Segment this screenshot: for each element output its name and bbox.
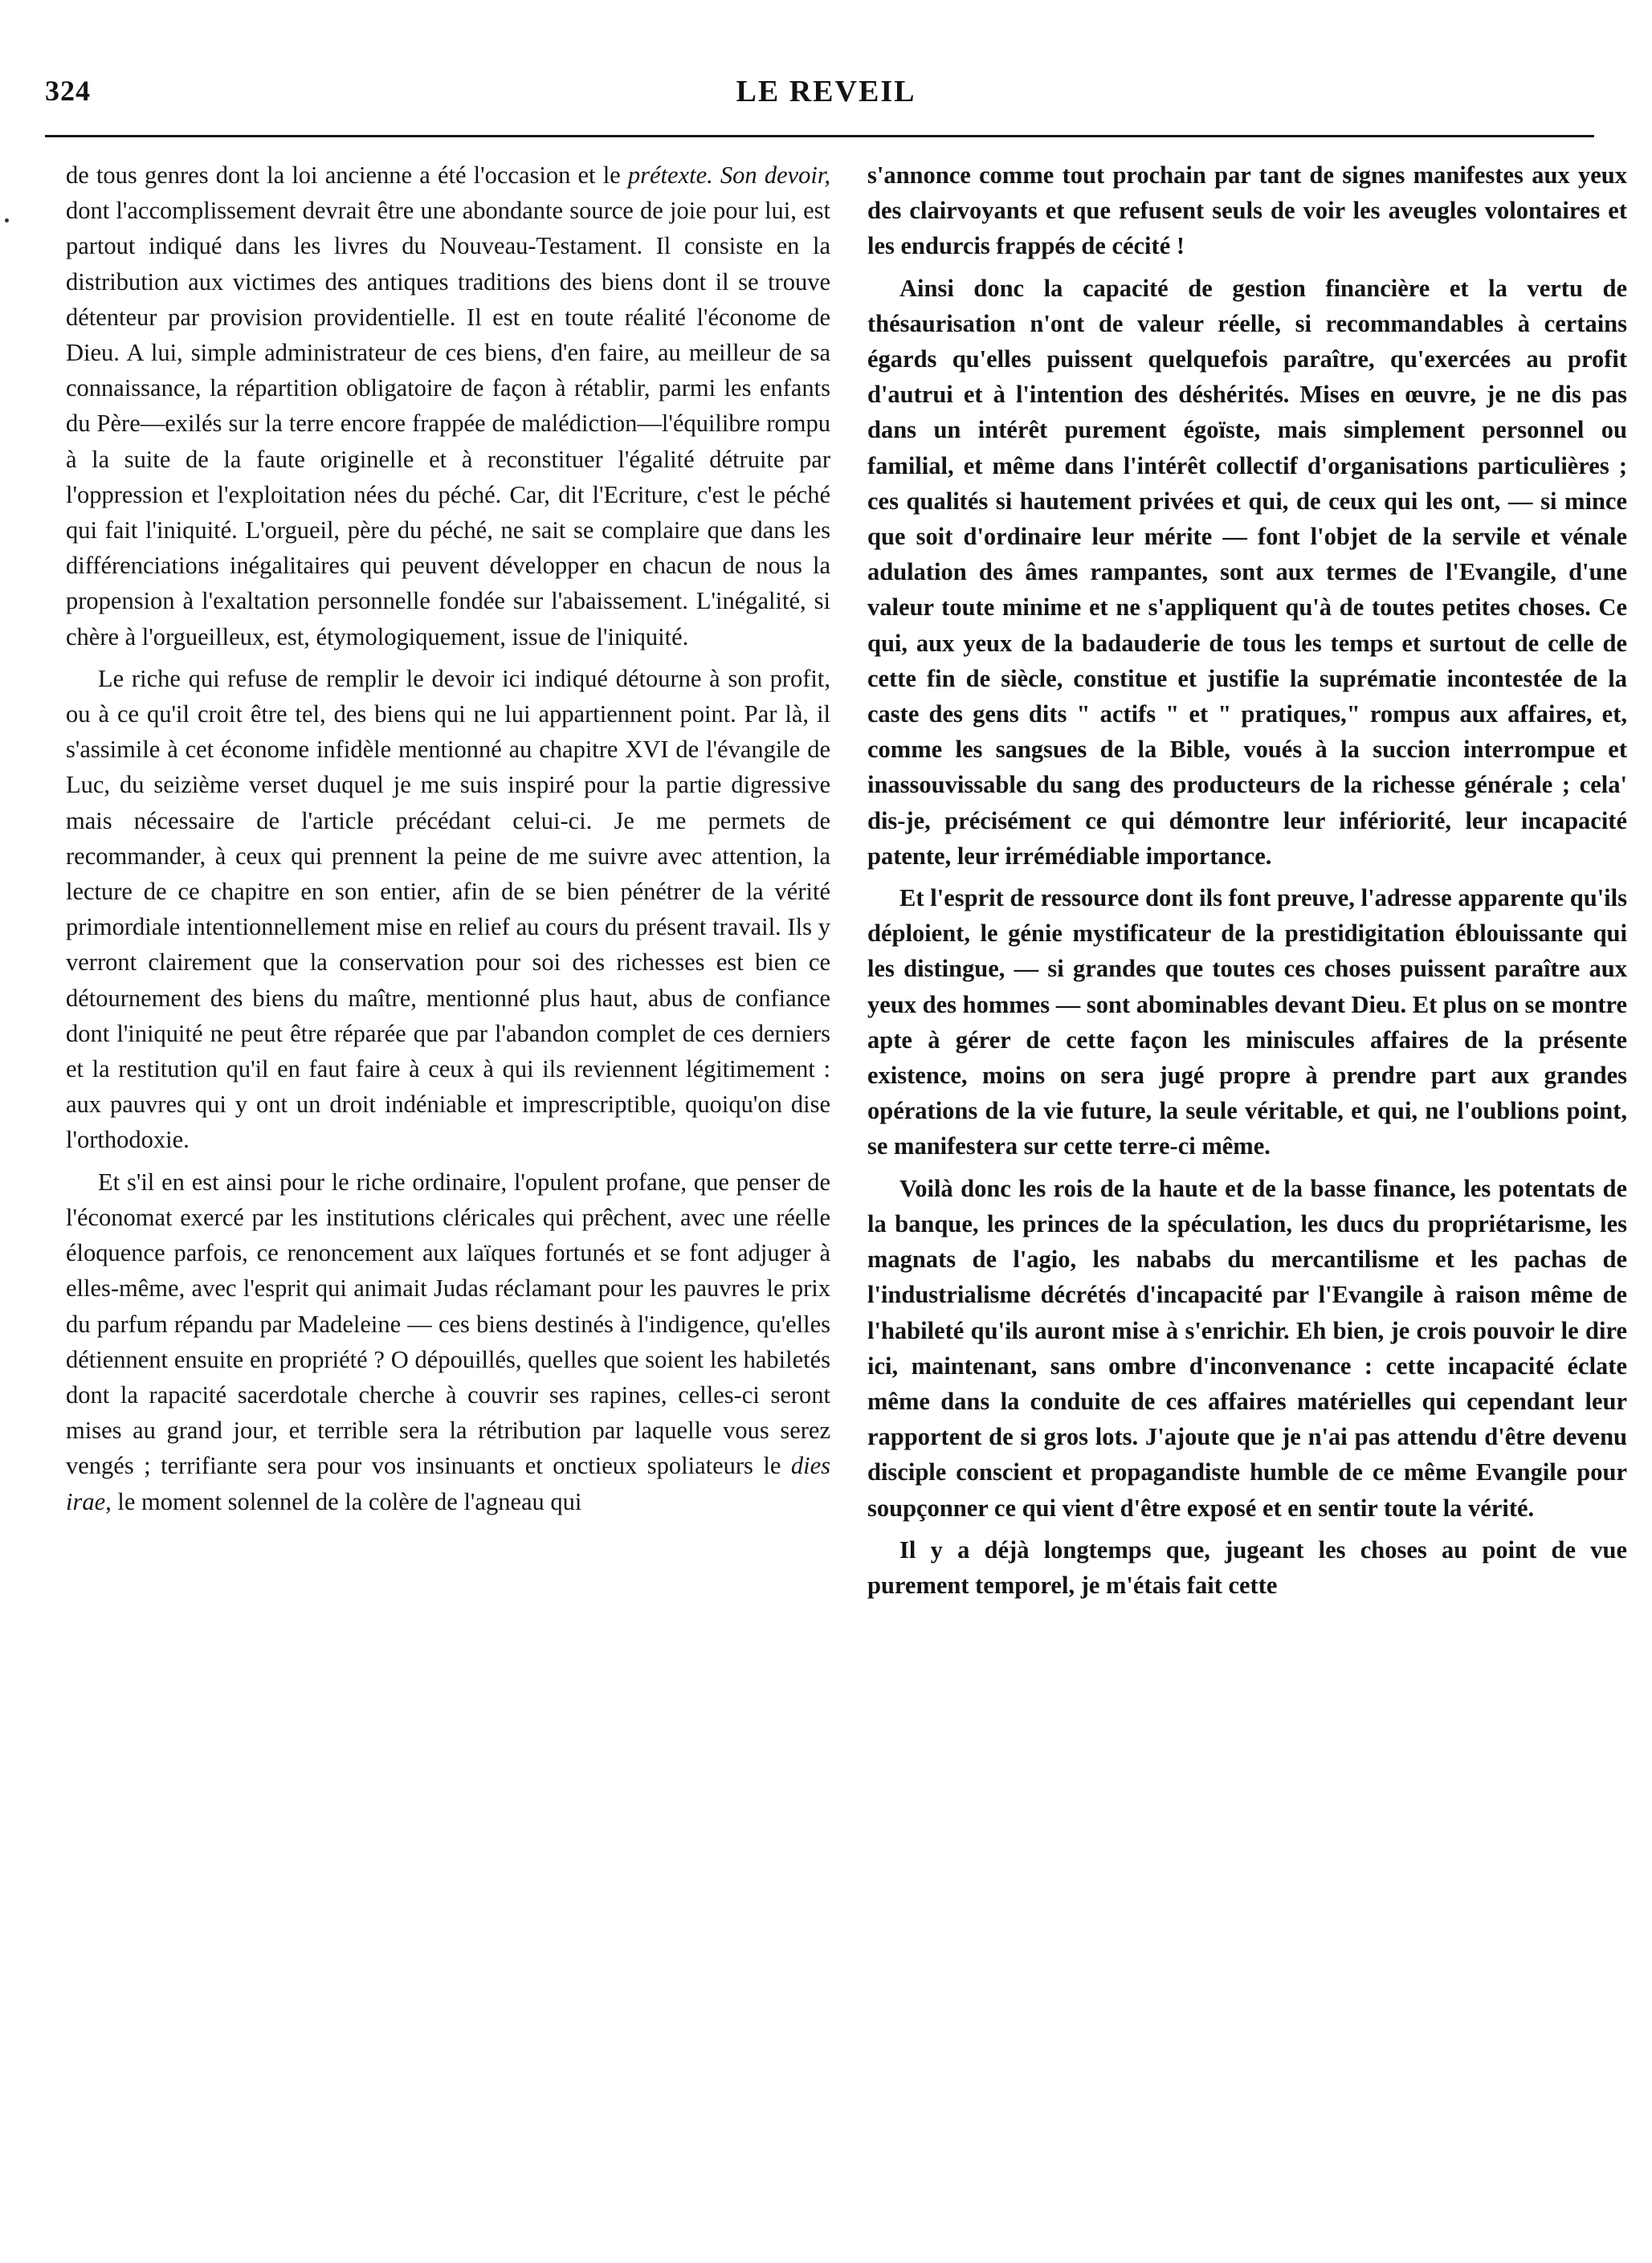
left-p1-rest: dont l'accomplissement devrait être une abondante source de joie pour lui, est partout indiqué dans les livres du Nouveau-Testament. Il consiste en la distribution aux victimes des antiques traditions des biens dont il se trouve détenteur par provision providentielle. Il est en toute réalité l'économe de Dieu. A lui, simple administrateur de ces biens, d'en faire, au meilleur de sa connaissance, la répartition obligatoire de façon à rétablir, parmi les enfants du Père—exilés sur la terre encore frappée de malédiction—l'équilibre rompu à la suite de la faute originelle et à reconstituer l'égalité détruite par l'oppression et l'exploitation nées du péché. Car, dit l'Ecriture, c'est le péché qui fait l'iniquité. L'orgueil, père du péché, ne sait se complaire que dans les différenciations inégalitaires qui peuvent développer en chacun de nous la propension à l'exaltation personnelle fondée sur l'abaissement. L'inégalité, si chère à l'orgueilleux, est, étymologiquement, issue de l'iniquité. [66, 197, 830, 650]
left-p1-start: de tous genres dont la loi ancienne a été l'occasion et le [66, 161, 628, 189]
right-paragraph-1: s'annonce comme tout prochain par tant de signes manifestes aux yeux des clairvoyants et que refusent seuls de voir les aveugles volontaires et les endurcis frappés de cécité ! [867, 161, 1627, 260]
margin-speck [5, 218, 9, 222]
left-p1-italic: prétexte. Son devoir, [627, 161, 830, 189]
right-column [867, 157, 1627, 1603]
running-title: LE REVEIL [736, 75, 916, 108]
left-p3-end: le moment solennel de la colère de l'agneau qui [111, 1487, 582, 1515]
left-paragraph-1 [66, 157, 830, 654]
left-p3-italic: dies irae, [66, 1452, 830, 1515]
right-paragraph-2: Ainsi donc la capacité de gestion financière et la vertu de thésaurisation n'ont de valeur réelle, si recommandables à certains égards qu'elles puissent quelquefois paraître, qu'exercées au profit d'autrui et à l'intention des déshérités. Mises en œuvre, je ne dis pas dans un intérêt purement égoïste, mais simplement personnel ou familial, et même dans l'intérêt collectif d'organisations particulières ; ces qualités si hautement privées et qui, de ceux qui les ont, — si mince que soit d'ordinaire leur mérite — font l'objet de la servile et vénale adulation des âmes rampantes, sont aux termes de l'Evangile, d'une valeur toute minime et ne s'appliquent qu'à de toutes petites choses. Ce qui, aux yeux de la badauderie de tous les temps et surtout de celle de cette fin de siècle, constitue et justifie la suprématie incontestée de la caste des gens dits " actifs " et " pratiques," rompus aux affaires, et, comme les sangsues de la Bible, voués à la succion interrompue et inassouvissable du sang des producteurs de la richesse générale ; cela' dis-je, précisément ce qui démontre leur infériorité, leur incapacité patente, leur irrémédiable importance. [867, 274, 1627, 870]
page-number: 324 [45, 75, 91, 107]
right-paragraph-5: Il y a déjà longtemps que, jugeant les choses au point de vue purement temporel, je m'étais fait cette [867, 1535, 1627, 1599]
left-p3-start: Et s'il en est ainsi pour le riche ordinaire, l'opulent profane, que penser de l'économat exercé par les institutions cléricales qui prêchent, avec une réelle éloquence parfois, ce renoncement aux laïques fortunés et se font adjuger à elles-même, avec l'esprit qui animait Judas réclamant pour les pauvres le prix du parfum répandu par Madeleine — ces biens destinés à l'indigence, qu'elles détiennent ensuite en propriété ? O dépouillés, quelles que soient les habiletés dont la rapacité sacerdotale cherche à couvrir ses rapines, celles-ci seront mises au grand jour, et terrible sera la rétribution par laquelle vous serez vengés ; terrifiante sera pour vos insinuants et onctieux spoliateurs le [66, 1168, 830, 1480]
header-rule [45, 135, 1594, 137]
left-column [66, 157, 830, 1519]
right-paragraph-3: Et l'esprit de ressource dont ils font preuve, l'adresse apparente qu'ils déploient, le génie mystificateur de la prestidigitation éblouissante qui les distingue, — si grandes que toutes ces choses puissent paraître aux yeux des hommes — sont abominables devant Dieu. Et plus on se montre apte à gérer de cette façon les miniscules affaires de la présente existence, moins on sera jugé propre à prendre part aux grandes opérations de la vie future, la seule véritable, et qui, ne l'oublions point, se manifestera sur cette terre-ci même. [867, 884, 1627, 1160]
left-paragraph-2: Le riche qui refuse de remplir le devoir ici indiqué détourne à son profit, ou à ce qu'il croit être tel, des biens qui ne lui appartiennent point. Par là, il s'assimile à cet économe infidèle mentionné au chapitre XVI de l'évangile de Luc, du seizième verset duquel je me suis inspiré pour la partie digressive mais nécessaire de l'article précédant celui-ci. Je me permets de recommander, à ceux qui prennent la peine de me suivre avec attention, la lecture de ce chapitre en son entier, afin de se bien pénétrer de la vérité primordiale intentionnellement mise en relief au cours du présent travail. Ils y verront clairement que la conservation pour soi des richesses est bien ce détournement des biens du maître, mentionné plus haut, abus de confiance dont l'iniquité ne peut être réparée que par l'abandon complet de ces derniers et la restitution qu'il en faut faire à ceux à qui ils reviennent légitimement : aux pauvres qui y ont un droit indéniable et imprescriptible, quoiqu'on dise l'orthodoxie. [66, 664, 830, 1154]
left-paragraph-3 [66, 1164, 830, 1519]
right-paragraph-4: Voilà donc les rois de la haute et de la basse finance, les potentats de la banque, les princes de la spéculation, les ducs du propriétarisme, les magnats de l'agio, les nababs du mercantilisme et les pachas de l'industrialisme décrétés d'incapacité par l'Evangile à raison même de l'habileté qu'ils auront mise à s'enrichir. Eh bien, je crois pouvoir le dire ici, maintenant, sans ombre d'inconvenance : cette incapacité éclate même dans la conduite de ces affaires matérielles qui cependant leur rapportent de si gros lots. J'ajoute que je n'ai pas attendu d'être devenu disciple conscient et propagandiste humble de ce même Evangile pour soupçonner ce qui vient d'être exposé et en sentir toute la vérité. [867, 1174, 1627, 1522]
